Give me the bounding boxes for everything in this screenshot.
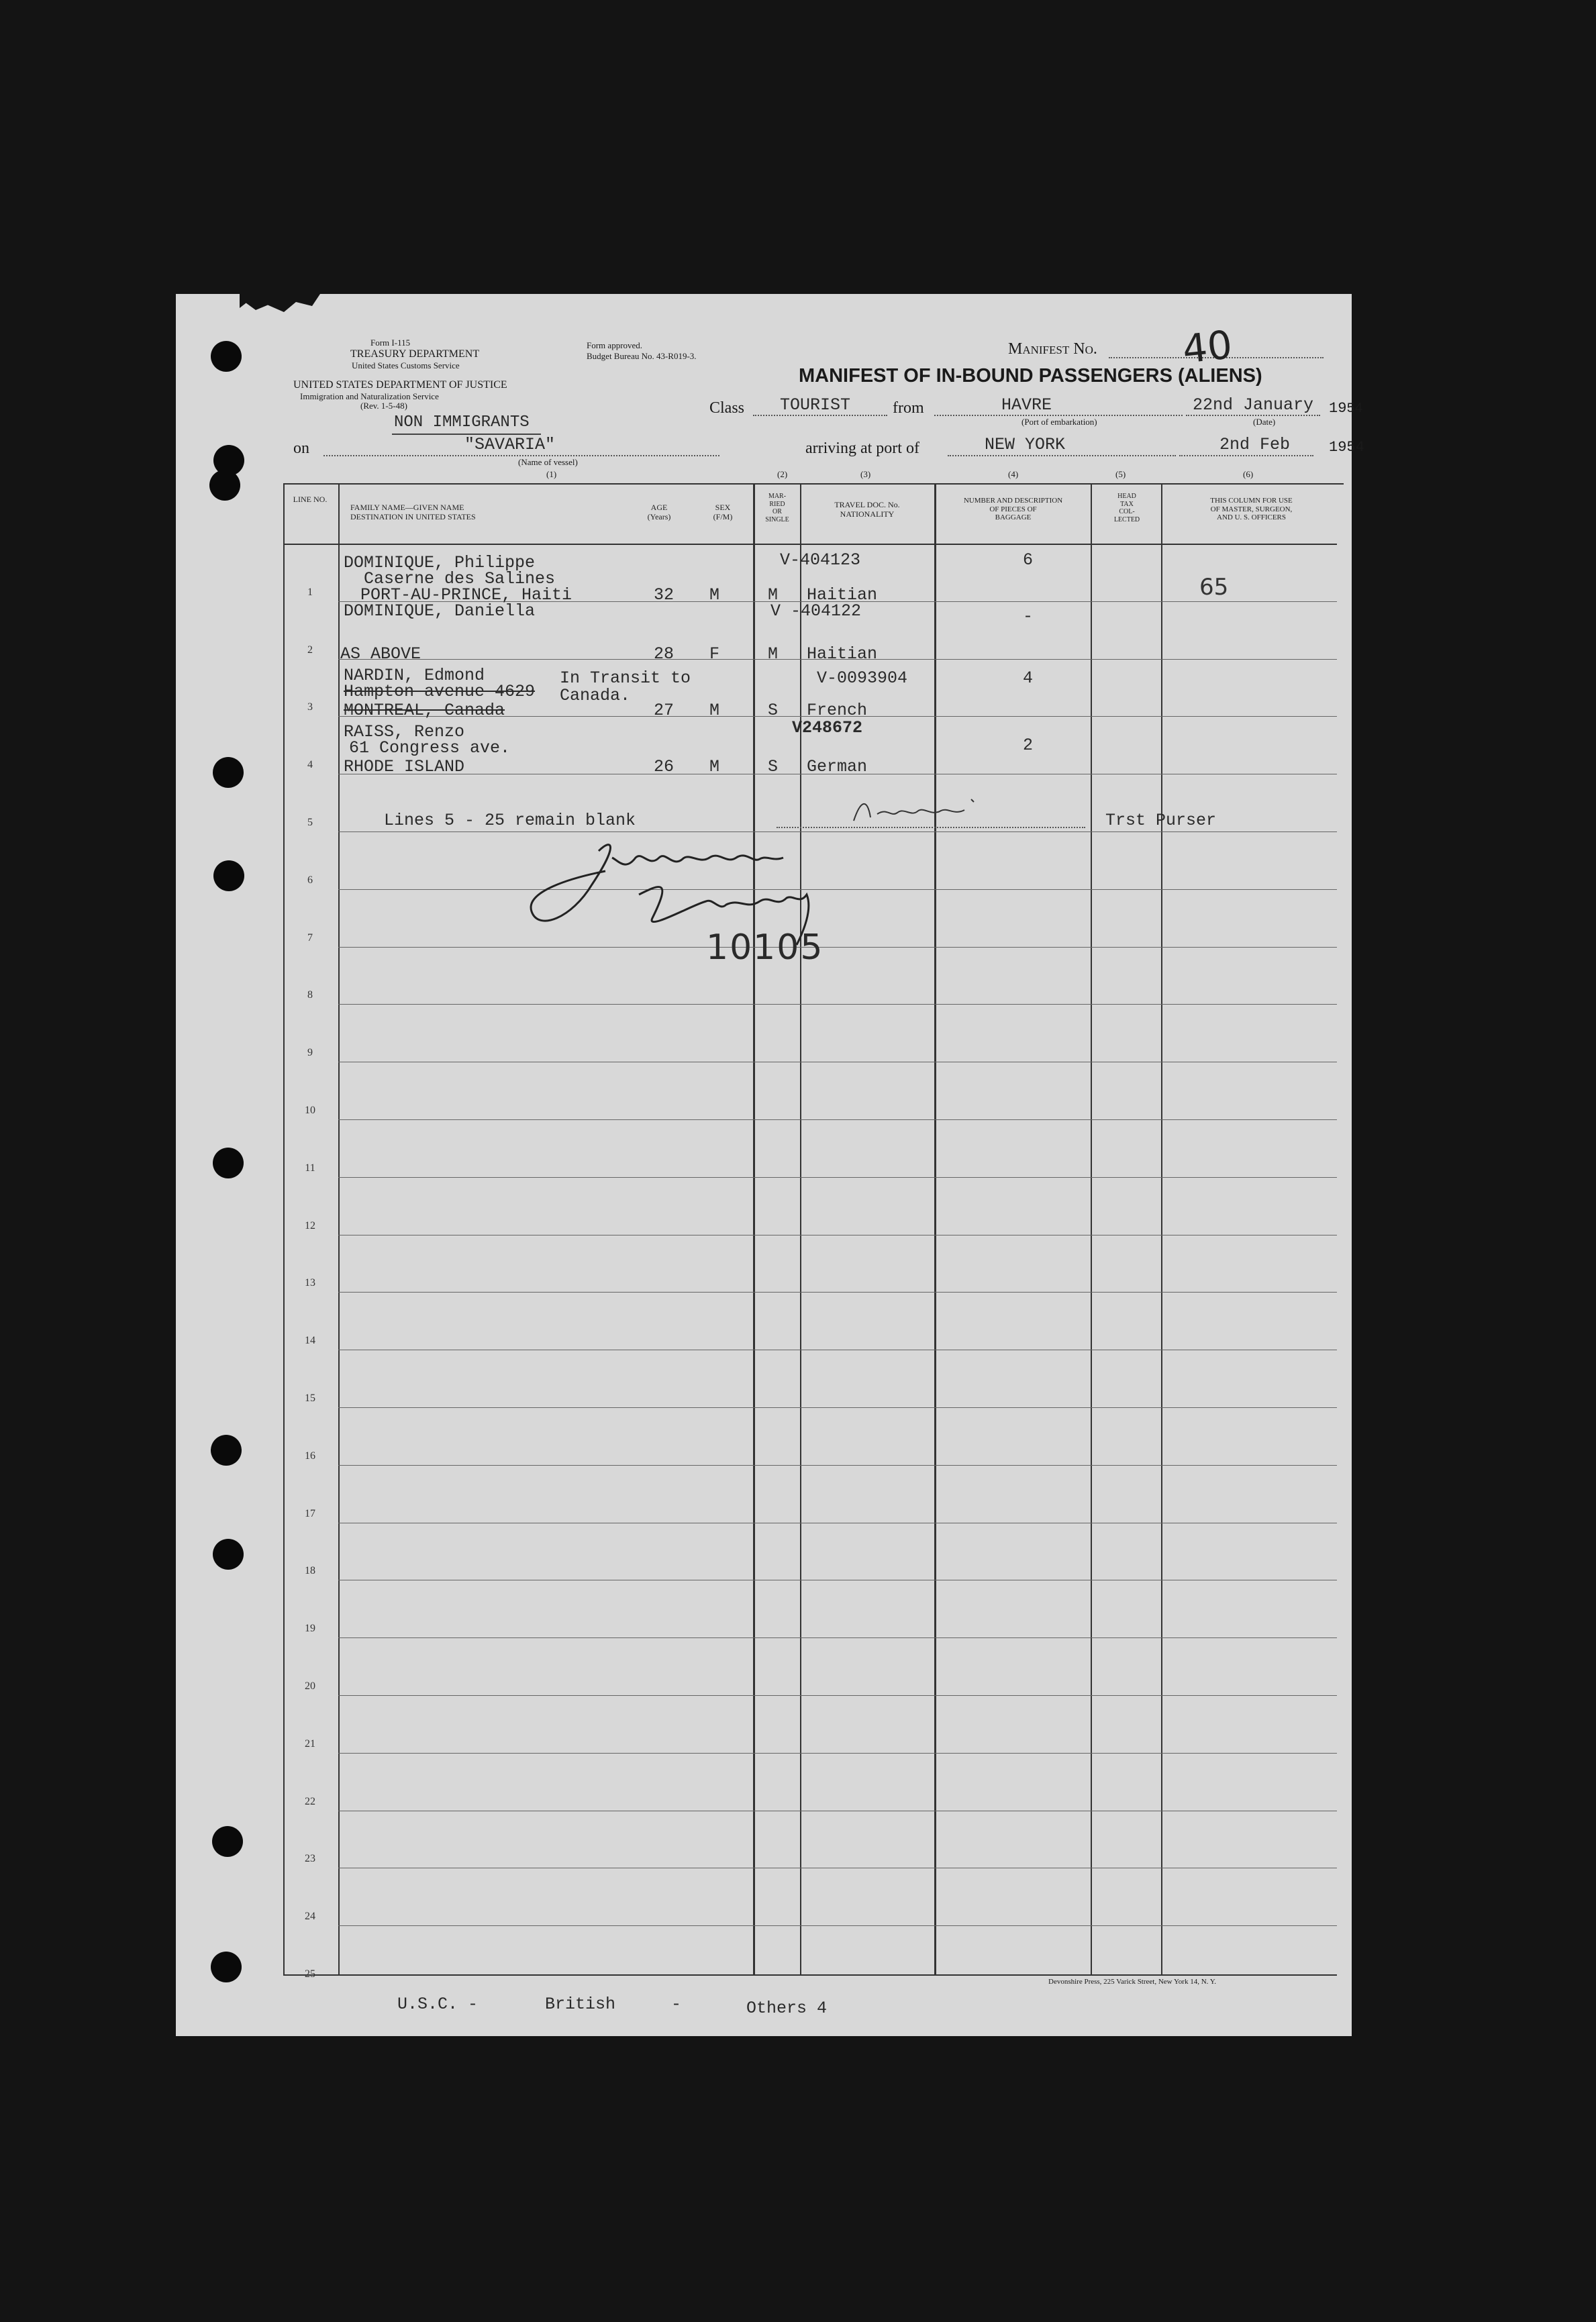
passenger-age: 27: [654, 701, 675, 720]
vessel-caption: (Name of vessel): [518, 457, 578, 467]
passenger-name: DOMINIQUE, Daniella: [344, 601, 536, 621]
passenger-sex: M: [709, 701, 720, 720]
col-num-3: (3): [860, 469, 871, 479]
punch-hole: [213, 1148, 244, 1178]
punch-hole: [211, 341, 242, 372]
line-number: 8: [307, 989, 313, 1001]
passenger-doc: V248672: [792, 718, 863, 738]
class-line: [753, 415, 887, 416]
header-bottom-rule: [283, 544, 1337, 545]
passenger-address: 61 Congress ave.: [349, 738, 511, 758]
line-number: 5: [307, 817, 313, 828]
punch-hole: [213, 1539, 244, 1570]
torn-corner: [240, 294, 320, 314]
row-rule: [338, 1407, 1337, 1408]
passenger-baggage: 6: [1023, 550, 1034, 570]
col-header-sex: SEX (F/M): [713, 503, 733, 521]
port-embark-caption: (Port of embarkation): [1021, 417, 1097, 427]
col-num-4: (4): [1008, 469, 1019, 479]
col-rule-married: [800, 483, 801, 1974]
passenger-nationality: French: [807, 701, 868, 720]
col-header-name: FAMILY NAME—GIVEN NAME DESTINATION IN UNITED STATES: [350, 503, 476, 521]
footer-usc: U.S.C. -: [397, 1995, 479, 2014]
passenger-marital: M: [768, 585, 779, 605]
col-header-line-no: LINE NO.: [293, 495, 328, 504]
passenger-name: DOMINIQUE, Philippe: [344, 553, 536, 572]
passenger-city: MONTREAL, Canada: [344, 701, 505, 720]
punch-hole: [209, 470, 240, 501]
transit-note: In Transit to Canada.: [560, 668, 691, 706]
on-label: on: [293, 440, 309, 457]
row-rule: [338, 1465, 1337, 1466]
dept-treasury-sub: United States Customs Service: [352, 360, 460, 370]
row-rule: [338, 1004, 1337, 1005]
table-top-rule: [283, 483, 1344, 485]
class-label: Class: [709, 399, 745, 417]
col-header-married: MAR- RIED OR SINGLE: [765, 493, 789, 523]
line-number: 20: [305, 1680, 315, 1692]
printer-credit: Devonshire Press, 225 Varick Street, New York 14, N. Y.: [1048, 1978, 1217, 1986]
line-number: 2: [307, 644, 313, 656]
line-number: 22: [305, 1796, 315, 1807]
row-rule: [338, 1119, 1337, 1120]
manifest-title: MANIFEST OF IN-BOUND PASSENGERS (ALIENS): [799, 365, 1262, 387]
passenger-baggage: 4: [1023, 668, 1034, 688]
dept-justice-sub: Immigration and Naturalization Service: [300, 391, 439, 401]
col-num-6: (6): [1243, 469, 1254, 479]
punch-hole: [213, 860, 244, 891]
line-number: 16: [305, 1450, 315, 1462]
passenger-baggage: -: [1023, 607, 1034, 626]
form-approved: Form approved.: [587, 340, 643, 350]
row-rule: [338, 1695, 1337, 1696]
passenger-sex: M: [709, 585, 720, 605]
passenger-baggage: 2: [1023, 736, 1034, 755]
dept-justice: UNITED STATES DEPARTMENT OF JUSTICE: [293, 379, 507, 391]
arrival-year: 1954: [1329, 439, 1364, 456]
dept-treasury: TREASURY DEPARTMENT: [350, 348, 480, 360]
col-header-head-tax: HEAD TAX COL- LECTED: [1113, 493, 1140, 523]
passenger-marital: S: [768, 701, 779, 720]
line-number: 9: [307, 1047, 313, 1058]
passenger-age: 26: [654, 757, 675, 776]
col-header-baggage: NUMBER AND DESCRIPTION OF PIECES OF BAGGAGE: [963, 497, 1063, 522]
passenger-doc: V-404123: [780, 550, 861, 570]
col-num-2: (2): [777, 469, 788, 479]
purser-signature: [847, 794, 995, 834]
category-value: NON IMMIGRANTS: [394, 413, 530, 432]
line-number: 17: [305, 1508, 315, 1519]
line-number: 21: [305, 1738, 315, 1750]
passenger-address: Hampton avenue 4629: [344, 682, 536, 701]
row-rule: [338, 1292, 1337, 1293]
table-left-rule: [283, 483, 285, 1974]
stamp-number: 10105: [706, 927, 824, 968]
passenger-city: AS ABOVE: [340, 644, 421, 664]
passenger-sex: M: [709, 757, 720, 776]
col-num-5: (5): [1115, 469, 1126, 479]
form-revision: (Rev. 1-5-48): [360, 401, 407, 411]
vessel-name: "SAVARIA": [464, 435, 556, 454]
vessel-line: [323, 455, 719, 456]
passenger-nationality: German: [807, 757, 868, 776]
passenger-age: 28: [654, 644, 675, 664]
date-value: 22nd January: [1193, 395, 1314, 415]
passenger-city: RHODE ISLAND: [344, 757, 465, 776]
line-number: 4: [307, 759, 313, 770]
punch-hole: [213, 757, 244, 788]
line-number: 12: [305, 1220, 315, 1231]
col-rule-line: [338, 483, 340, 1974]
col-rule-name: [753, 483, 755, 1974]
from-value: HAVRE: [1001, 395, 1052, 415]
form-number: Form I-115: [370, 338, 411, 348]
col-header-age: AGE (Years): [647, 503, 671, 521]
row-rule: [338, 1925, 1337, 1926]
arrival-date-line: [1179, 455, 1313, 456]
col-rule-baggage: [1091, 483, 1092, 1974]
manifest-no-handwritten: 40: [1180, 321, 1235, 372]
line-number: 19: [305, 1623, 315, 1634]
manifest-no-label: Manifest No.: [1008, 340, 1097, 358]
line-number: 11: [305, 1162, 315, 1174]
passenger-sex: F: [709, 644, 720, 664]
arrival-port-line: [948, 455, 1176, 456]
punch-hole: [212, 1826, 243, 1857]
budget-number: Budget Bureau No. 43-R019-3.: [587, 351, 697, 361]
line-number: 24: [305, 1911, 315, 1922]
line-number: 3: [307, 701, 313, 713]
footer-british: British: [545, 1995, 616, 2014]
purser-note: Trst Purser: [1105, 811, 1217, 830]
footer-others: Others 4: [746, 1999, 828, 2018]
line-number: 23: [305, 1853, 315, 1864]
lines-blank-note: Lines 5 - 25 remain blank: [384, 811, 636, 830]
passenger-nationality: Haitian: [807, 644, 878, 664]
line-number: 10: [305, 1105, 315, 1116]
line-number: 25: [305, 1968, 315, 1980]
line-number: 14: [305, 1335, 315, 1346]
passenger-nationality: Haitian: [807, 585, 878, 605]
date-caption: (Date): [1253, 417, 1276, 427]
col-header-travel-doc: TRAVEL DOC. No. NATIONALITY: [834, 500, 900, 519]
arriving-label: arriving at port of: [805, 440, 919, 457]
from-line: [934, 415, 1183, 416]
row-rule: [338, 1753, 1337, 1754]
line-number: 7: [307, 932, 313, 944]
arrival-port: NEW YORK: [985, 435, 1066, 454]
line-number: 1: [307, 587, 313, 598]
col-rule-headtax: [1161, 483, 1162, 1974]
col-num-1: (1): [546, 469, 557, 479]
col-rule-doc: [934, 483, 936, 1974]
footer-dash: -: [671, 1995, 682, 2014]
line-number: 6: [307, 874, 313, 886]
passenger-age: 32: [654, 585, 675, 605]
passenger-doc: V -404122: [770, 601, 862, 621]
passenger-marital: S: [768, 757, 779, 776]
officer-note: 65: [1199, 574, 1229, 601]
passenger-name: RAISS, Renzo: [344, 722, 465, 742]
row-rule: [338, 1177, 1337, 1178]
manifest-page: [176, 294, 1364, 2036]
passenger-marital: M: [768, 644, 779, 664]
punch-hole: [211, 1952, 242, 1982]
passenger-name: NARDIN, Edmond: [344, 666, 485, 685]
passenger-doc: V-0093904: [817, 668, 908, 688]
col-header-officers: THIS COLUMN FOR USE OF MASTER, SURGEON, AND U. S. OFFICERS: [1210, 497, 1293, 522]
arrival-date: 2nd Feb: [1219, 435, 1291, 454]
date-year-prefix: 1954: [1329, 400, 1363, 417]
line-number: 13: [305, 1277, 315, 1289]
date-line: [1186, 415, 1320, 416]
passenger-city: PORT-AU-PRINCE, Haiti: [360, 585, 572, 605]
from-label: from: [893, 399, 924, 417]
line-number: 15: [305, 1393, 315, 1404]
class-value: TOURIST: [780, 395, 851, 415]
table-bottom-rule: [283, 1974, 1337, 1976]
line-number: 18: [305, 1565, 315, 1576]
passenger-address: Caserne des Salines: [364, 569, 556, 589]
row-rule: [338, 1637, 1337, 1638]
punch-hole: [211, 1435, 242, 1466]
